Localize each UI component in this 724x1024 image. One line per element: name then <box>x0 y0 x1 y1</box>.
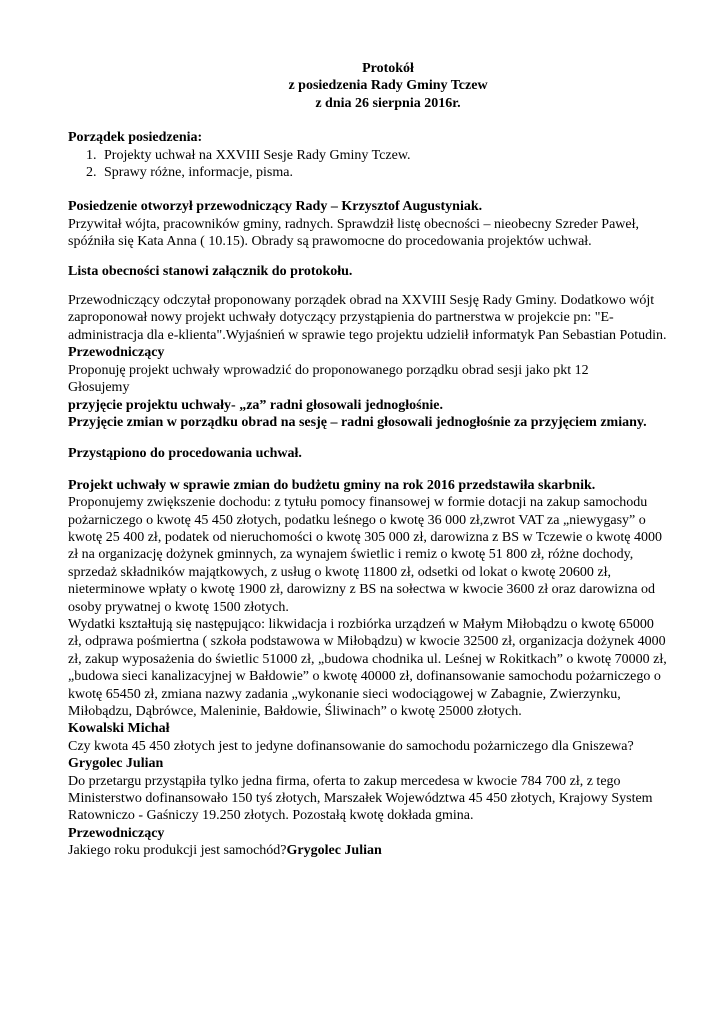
speech-text: Czy kwota 45 450 złotych jest to jedyne dofinansowanie do samochodu pożarniczego dla Gniszewa? <box>68 738 634 754</box>
speaker-label: Kowalski Michał <box>68 721 170 737</box>
speaker-label: Grygolec Julian <box>286 843 382 859</box>
proceeding-note: Przystąpiono do procedowania uchwał. <box>68 446 302 462</box>
agenda-change-text: Przewodniczący odczytał proponowany porządek obrad na XXVIII Sesję Rady Gminy. Dodatkowo wójt zaproponował nowy projekt uchwały dotyczący przystąpienia do partnerstwa w projekcie pn: "E- administracja dla e-klienta".Wyjaśnień w sprawie tego projektu udzielił informatyk Pan Sebastian Potudin. <box>68 293 667 343</box>
speech-line <box>68 842 668 859</box>
opening-heading: Posiedzenie otworzył przewodniczący Rady – Krzysztof Augustyniak. <box>68 199 483 215</box>
speaker-label: Przewodniczący <box>68 825 165 841</box>
speaker-label: Przewodniczący <box>68 345 165 361</box>
proposal-text: Proponuję projekt uchwały wprowadzić do proponowanego porządku obrad sesji jako pkt 12 <box>68 362 589 378</box>
vote-result: przyjęcie projektu uchwały- „za” radni głosowali jednogłośnie. <box>68 397 444 413</box>
agenda-list <box>68 147 668 182</box>
budget-expense-text: Wydatki kształtują się następująco: likwidacja i rozbiórka urządzeń w Małym Miłobądzu o kwotę 65000 zł, odprawa pośmiertna ( szkoła podstawowa w Miłobądzu) w kwocie 32500 zł, organizacja dożynek 4000 zł, zakup wyposażenia do świetlic 51000 zł, „budowa chodnika ul. Leśnej w Rokitkach” o kwotę 70000 zł, „budowa sieci kanalizacyjnej w Bałdowie” o kwotę 40000 zł, dofinansowanie samochodu pożarniczego o kwotę 65450 zł, zmiana nazwy zadania „wykonanie sieci wodociągowej w Zabagnie, Zwierzynku, Miłobądzu, Dąbrówce, Maleninie, Bałdowie, Śliwinach” o kwotę 25000 złotych. <box>68 616 667 719</box>
agenda-item: 1. Projekty uchwał na XXVIII Sesje Rady Gminy Tczew. <box>100 147 668 164</box>
agenda-heading: Porządek posiedzenia: <box>68 130 203 146</box>
agenda-item: 2. Sprawy różne, informacje, pisma. <box>100 164 668 181</box>
vote-label: Głosujemy <box>68 380 130 396</box>
opening-text: Przywitał wójta, pracowników gminy, radnych. Sprawdził listę obecności – nieobecny Szreder Paweł, spóźniła się Kata Anna ( 10.15). Obrady są prawomocne do procedowania projektów uchwał. <box>68 216 639 250</box>
title-line-2: z posiedzenia Rady Gminy Tczew <box>288 78 488 94</box>
speech-text: Do przetargu przystąpiła tylko jedna firma, oferta to zakup mercedesa w kwocie 784 700 zł, z tego Ministerstwo dofinansowało 150 tyś złotych, Marszałek Województwa 45 450 złotych, Krajowy System Ratowniczo - Gaśniczy 19.250 złotych. Pozostałą kwotę dokłada gmina. <box>68 773 653 824</box>
budget-increase-text: Proponujemy zwiększenie dochodu: z tytułu pomocy finansowej w formie dotacji na zakup samochodu pożarniczego o kwotę 45 450 złotych, podatku leśnego o kwotę 36 000 zł,zwrot VAT za „niewygasy” o kwotę 25 400 zł, podatek od nieruchomości o kwotę 305 000 zł, darowizna z BS w Tczewie o kwotę 4000 zł na organizację dożynek gminnych, za wynajem świetlic i remiz o kwotę 51 800 zł, różne dochody, sprzedaż składników majątkowych, z usług o kwotę 11800 zł, odsetki od lokat o kwotę 20600 zł, nieterminowe wpłaty o kwotę 1900 zł, darowizny z BS na sołectwa w kwocie 3600 zł oraz darowizna od osoby prywatnej o kwotę 1500 złotych. <box>68 495 663 615</box>
title-line-3: z dnia 26 sierpnia 2016r. <box>315 95 461 111</box>
budget-heading: Projekt uchwały w sprawie zmian do budżetu gminy na rok 2016 przedstawiła skarbnik. <box>68 477 596 493</box>
speech-text: Jakiego roku produkcji jest samochód? <box>68 843 287 859</box>
title-line-1: Protokół <box>362 61 414 76</box>
vote-result: Przyjęcie zmian w porządku obrad na sesję – radni głosowali jednogłośnie za przyjęciem zmiany. <box>68 414 647 430</box>
attendance-note: Lista obecności stanowi załącznik do protokołu. <box>68 263 353 279</box>
speaker-label: Grygolec Julian <box>68 756 164 772</box>
document-body <box>68 60 668 860</box>
